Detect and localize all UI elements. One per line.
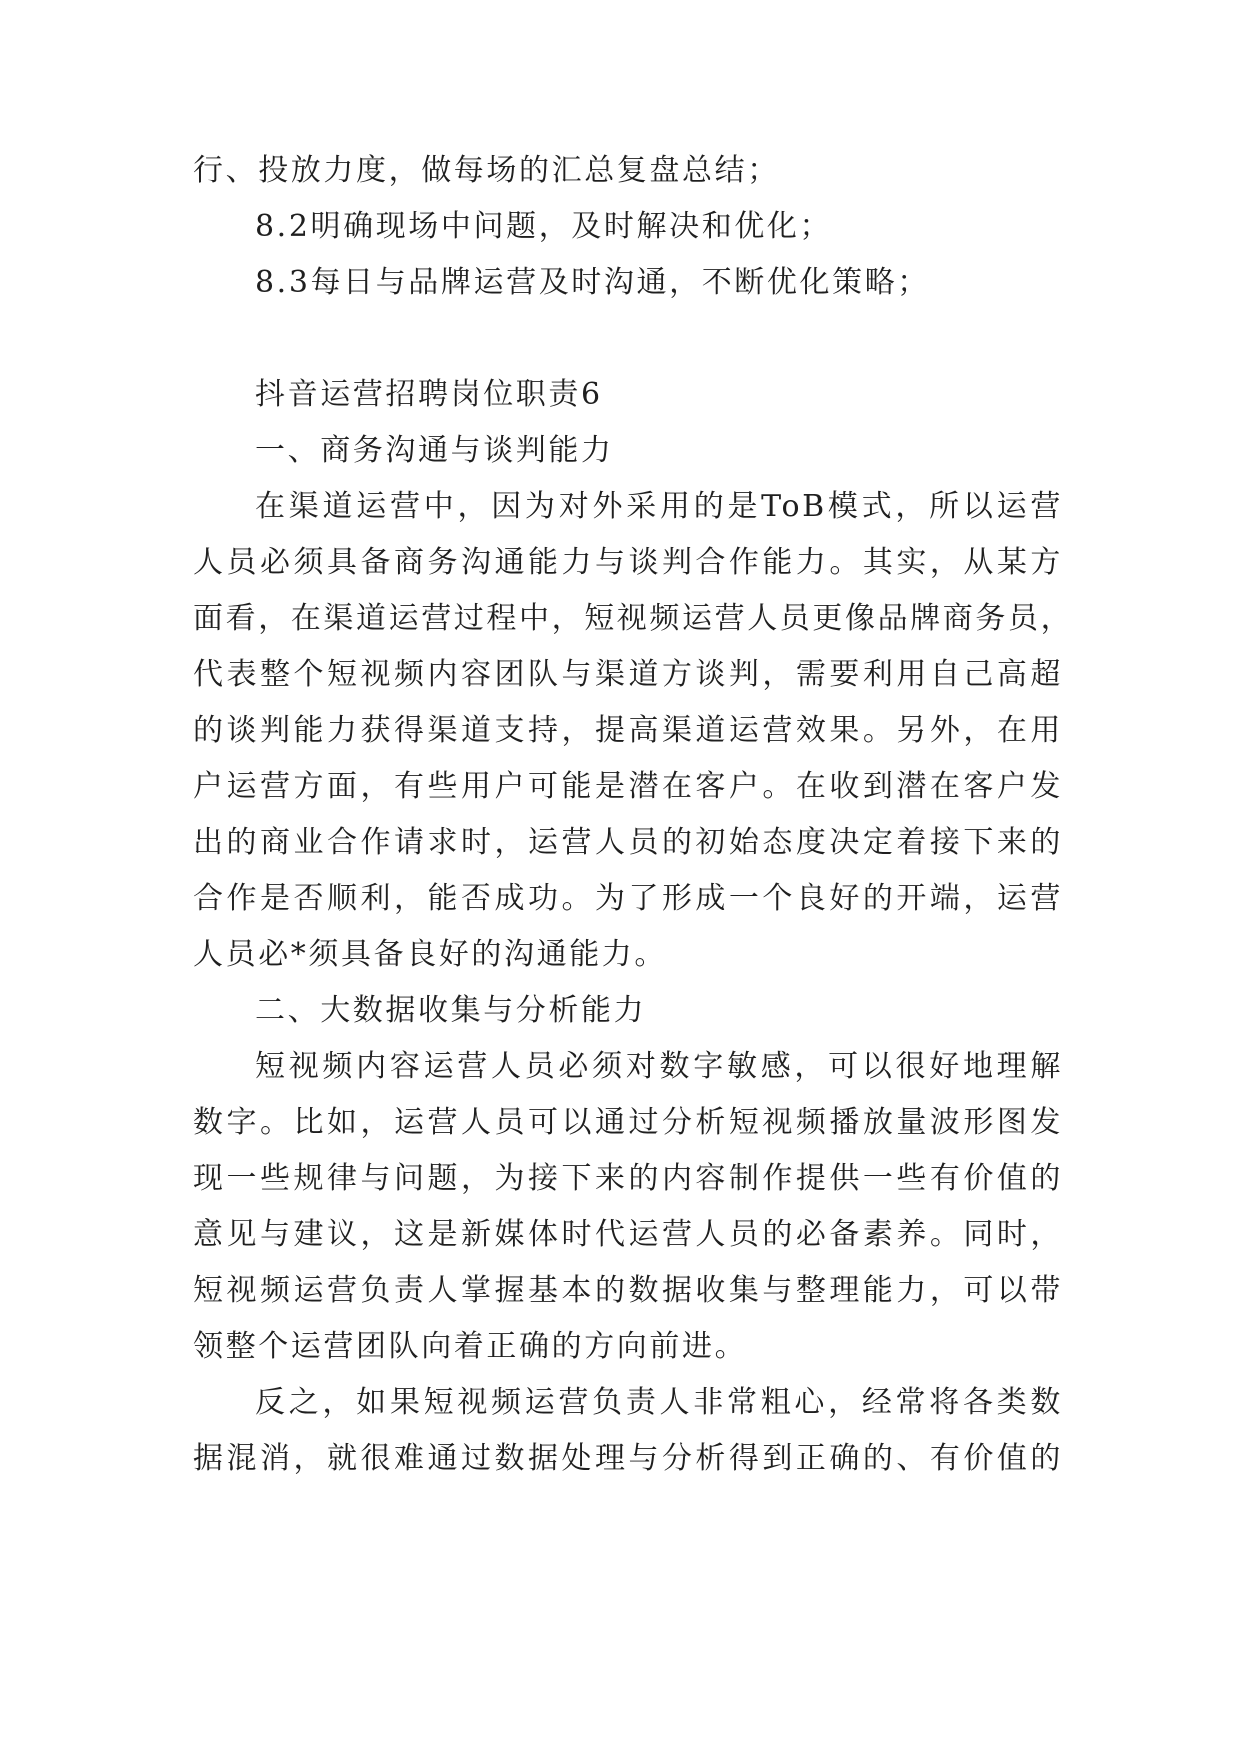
paragraph-line: 人员必*须具备良好的沟通能力。 xyxy=(193,937,667,972)
paragraph-line: 人员必须具备商务沟通能力与谈判合作能力。其实，从某方 xyxy=(193,545,1063,580)
paragraph-line: 户运营方面，有些用户可能是潜在客户。在收到潜在客户发 xyxy=(193,769,1063,804)
section-heading-1: 一、商务沟通与谈判能力 xyxy=(255,433,614,468)
paragraph-line: 面看，在渠道运营过程中，短视频运营人员更像品牌商务员， xyxy=(193,601,1074,636)
paragraph-line: 在渠道运营中，因为对外采用的是ToB模式，所以运营 xyxy=(255,489,1063,524)
list-item-8-2: 8.2明确现场中问题，及时解决和优化； xyxy=(255,209,833,244)
paragraph-line: 据混消，就很难通过数据处理与分析得到正确的、有价值的 xyxy=(193,1441,1063,1476)
paragraph-line: 短视频内容运营人员必须对数字敏感，可以很好地理解 xyxy=(255,1049,1063,1084)
paragraph-line: 意见与建议，这是新媒体时代运营人员的必备素养。同时， xyxy=(193,1217,1063,1252)
paragraph-line: 反之，如果短视频运营负责人非常粗心，经常将各类数 xyxy=(255,1385,1063,1420)
paragraph-line: 数字。比如，运营人员可以通过分析短视频播放量波形图发 xyxy=(193,1105,1063,1140)
paragraph-line: 行、投放力度，做每场的汇总复盘总结； xyxy=(193,153,780,188)
paragraph-line: 出的商业合作请求时，运营人员的初始态度决定着接下来的 xyxy=(193,825,1063,860)
paragraph-line: 现一些规律与问题，为接下来的内容制作提供一些有价值的 xyxy=(193,1161,1063,1196)
paragraph-line: 领整个运营团队向着正确的方向前进。 xyxy=(193,1329,748,1364)
paragraph-line: 代表整个短视频内容团队与渠道方谈判，需要利用自己高超 xyxy=(193,657,1063,692)
section-heading-2: 二、大数据收集与分析能力 xyxy=(255,993,647,1028)
paragraph-line: 短视频运营负责人掌握基本的数据收集与整理能力，可以带 xyxy=(193,1273,1063,1308)
paragraph-line: 合作是否顺利，能否成功。为了形成一个良好的开端，运营 xyxy=(193,881,1063,916)
paragraph-line: 的谈判能力获得渠道支持，提高渠道运营效果。另外，在用 xyxy=(193,713,1063,748)
section-title: 抖音运营招聘岗位职责6 xyxy=(255,377,603,412)
list-item-8-3: 8.3每日与品牌运营及时沟通，不断优化策略； xyxy=(255,265,930,300)
